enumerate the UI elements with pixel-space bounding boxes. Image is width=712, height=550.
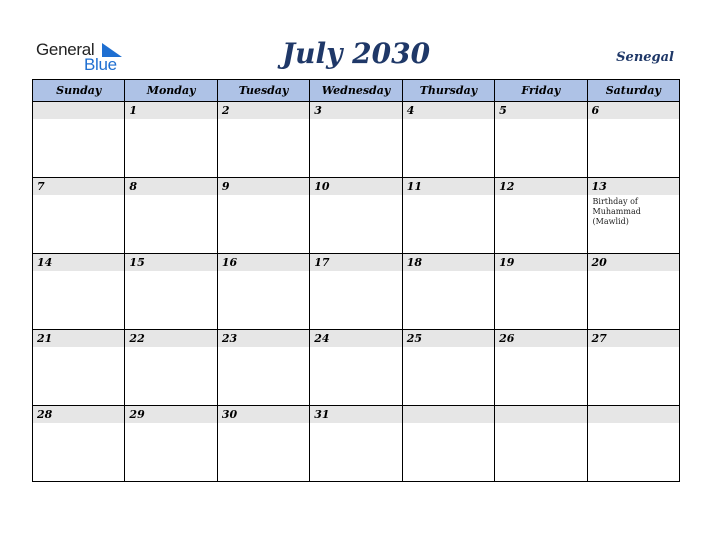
day-number: 12 bbox=[495, 178, 586, 195]
weekday-header: Friday bbox=[495, 80, 587, 102]
day-number: 18 bbox=[403, 254, 494, 271]
day-cell bbox=[495, 406, 587, 482]
calendar-grid bbox=[32, 79, 680, 482]
day-number: 2 bbox=[218, 102, 309, 119]
weekday-header: Monday bbox=[125, 80, 217, 102]
day-cell bbox=[217, 330, 309, 406]
day-cell bbox=[217, 254, 309, 330]
day-cell bbox=[402, 406, 494, 482]
calendar-title: July 2030 bbox=[281, 37, 431, 70]
day-number: 16 bbox=[218, 254, 309, 271]
day-number: 17 bbox=[310, 254, 401, 271]
day-cell bbox=[125, 406, 217, 482]
week-row bbox=[33, 406, 680, 482]
day-cell bbox=[310, 102, 402, 178]
day-cell bbox=[125, 178, 217, 254]
logo-word-blue: Blue bbox=[84, 55, 117, 74]
day-number: 13 bbox=[588, 178, 679, 195]
day-number: 19 bbox=[495, 254, 586, 271]
week-row bbox=[33, 330, 680, 406]
day-cell bbox=[310, 406, 402, 482]
day-cell bbox=[495, 102, 587, 178]
day-cell bbox=[495, 254, 587, 330]
day-number: 28 bbox=[33, 406, 124, 423]
weekday-header-row bbox=[33, 80, 680, 102]
day-cell bbox=[33, 406, 125, 482]
weekday-header: Saturday bbox=[587, 80, 679, 102]
weekday-header: Sunday bbox=[33, 80, 125, 102]
day-cell bbox=[587, 330, 679, 406]
logo-word-general: General bbox=[36, 40, 95, 59]
day-number: 22 bbox=[125, 330, 216, 347]
week-row bbox=[33, 102, 680, 178]
day-number: 25 bbox=[403, 330, 494, 347]
day-cell bbox=[310, 254, 402, 330]
day-cell bbox=[587, 102, 679, 178]
day-cell bbox=[125, 330, 217, 406]
day-cell bbox=[33, 102, 125, 178]
day-cell bbox=[587, 406, 679, 482]
day-number: 1 bbox=[125, 102, 216, 119]
day-number: 7 bbox=[33, 178, 124, 195]
weekday-header: Thursday bbox=[402, 80, 494, 102]
week-row bbox=[33, 254, 680, 330]
day-cell bbox=[402, 330, 494, 406]
day-number: 29 bbox=[125, 406, 216, 423]
country-name: Senegal bbox=[616, 50, 674, 65]
day-cell bbox=[217, 102, 309, 178]
day-cell bbox=[33, 178, 125, 254]
day-cell bbox=[587, 178, 679, 254]
day-cell bbox=[495, 330, 587, 406]
day-number: 4 bbox=[403, 102, 494, 119]
day-cell bbox=[217, 178, 309, 254]
weekday-header: Wednesday bbox=[310, 80, 402, 102]
day-cell bbox=[402, 178, 494, 254]
day-number bbox=[588, 406, 679, 423]
day-number: 23 bbox=[218, 330, 309, 347]
day-number: 3 bbox=[310, 102, 401, 119]
day-number: 9 bbox=[218, 178, 309, 195]
day-cell bbox=[310, 330, 402, 406]
day-cell bbox=[402, 102, 494, 178]
day-cell bbox=[310, 178, 402, 254]
day-number: 21 bbox=[33, 330, 124, 347]
day-cell bbox=[217, 406, 309, 482]
weekday-header: Tuesday bbox=[217, 80, 309, 102]
day-cell bbox=[33, 330, 125, 406]
day-number: 15 bbox=[125, 254, 216, 271]
day-cell bbox=[587, 254, 679, 330]
day-number bbox=[495, 406, 586, 423]
day-number: 8 bbox=[125, 178, 216, 195]
day-number: 6 bbox=[588, 102, 679, 119]
day-cell bbox=[495, 178, 587, 254]
day-number: 11 bbox=[403, 178, 494, 195]
day-number: 20 bbox=[588, 254, 679, 271]
day-number bbox=[33, 102, 124, 119]
day-number: 10 bbox=[310, 178, 401, 195]
day-cell bbox=[125, 254, 217, 330]
day-number: 27 bbox=[588, 330, 679, 347]
day-cell bbox=[33, 254, 125, 330]
week-row bbox=[33, 178, 680, 254]
day-number bbox=[403, 406, 494, 423]
holiday-event: Birthday of Muhammad (Mawlid) bbox=[592, 197, 641, 226]
day-number: 26 bbox=[495, 330, 586, 347]
day-cell bbox=[125, 102, 217, 178]
day-number: 14 bbox=[33, 254, 124, 271]
day-cell bbox=[402, 254, 494, 330]
day-number: 31 bbox=[310, 406, 401, 423]
day-number: 5 bbox=[495, 102, 586, 119]
day-number: 24 bbox=[310, 330, 401, 347]
day-number: 30 bbox=[218, 406, 309, 423]
